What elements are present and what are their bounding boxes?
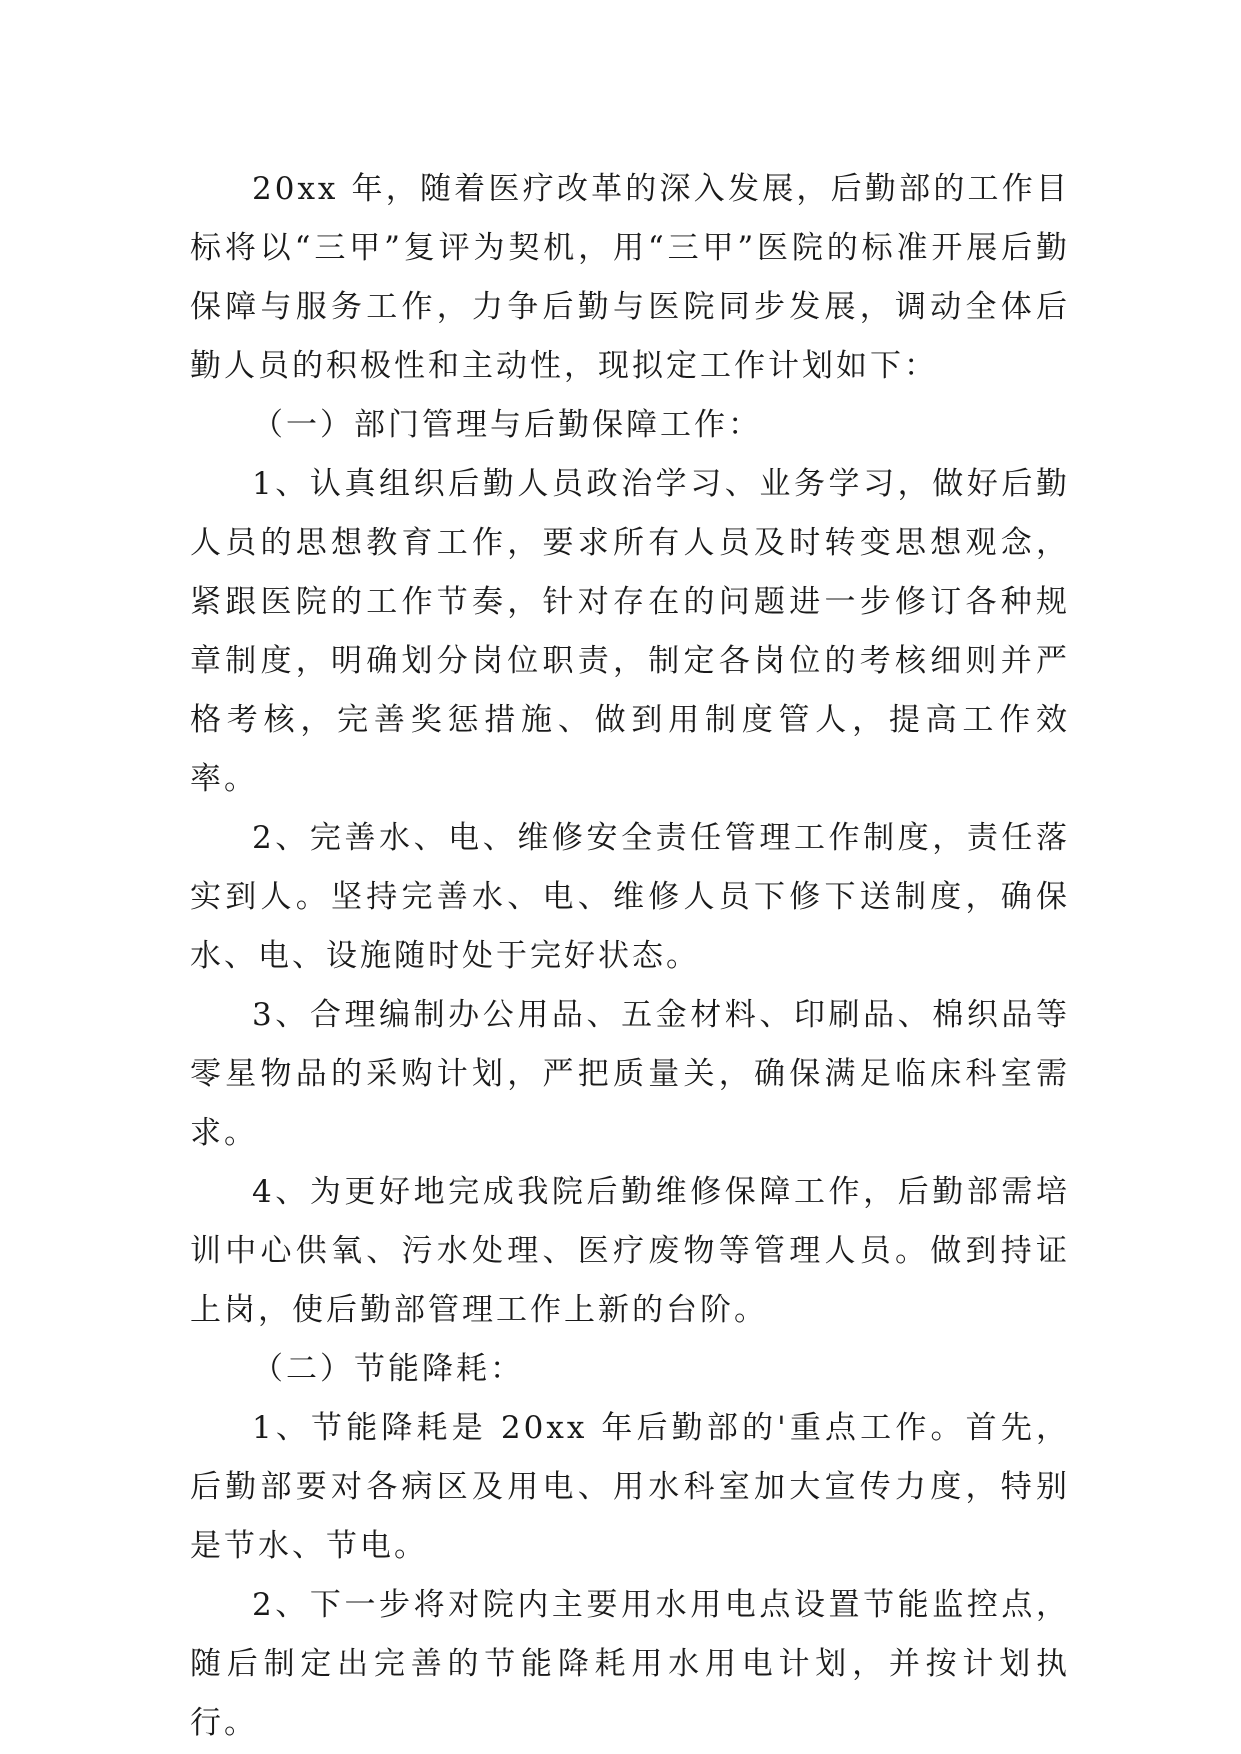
- section-heading-2: （二）节能降耗：: [252, 1351, 524, 1387]
- section-heading-1: （一）部门管理与后勤保障工作：: [252, 407, 762, 443]
- intro-paragraph: 20xx 年，随着医疗改革的深入发展，后勤部的工作目标将以“三甲”复评为契机，用“三甲”医院的标准开展后勤保障与服务工作，力争后勤与医院同步发展，调动全体后勤人员的积极性和主动性，现拟定工作计划如下：: [190, 171, 1070, 384]
- section1-item-4: 4、为更好地完成我院后勤维修保障工作，后勤部需培训中心供氧、污水处理、医疗废物等管理人员。做到持证上岗，使后勤部管理工作上新的台阶。: [190, 1174, 1070, 1328]
- section1-item-2: 2、完善水、电、维修安全责任管理工作制度，责任落实到人。坚持完善水、电、维修人员下修下送制度，确保水、电、设施随时处于完好状态。: [190, 820, 1070, 974]
- section2-item-1: 1、节能降耗是 20xx 年后勤部的'重点工作。首先，后勤部要对各病区及用电、用水科室加大宣传力度，特别是节水、节电。: [190, 1410, 1070, 1564]
- section1-item-1: 1、认真组织后勤人员政治学习、业务学习，做好后勤人员的思想教育工作，要求所有人员及时转变思想观念，紧跟医院的工作节奏，针对存在的问题进一步修订各种规章制度，明确划分岗位职责，制定各岗位的考核细则并严格考核，完善奖惩措施、做到用制度管人，提高工作效率。: [190, 466, 1070, 797]
- document-body: [190, 160, 1070, 1753]
- section1-item-3: 3、合理编制办公用品、五金材料、印刷品、棉织品等零星物品的采购计划，严把质量关，确保满足临床科室需求。: [190, 997, 1070, 1151]
- section2-item-2: 2、下一步将对院内主要用水用电点设置节能监控点，随后制定出完善的节能降耗用水用电计划，并按计划执行。: [190, 1587, 1070, 1741]
